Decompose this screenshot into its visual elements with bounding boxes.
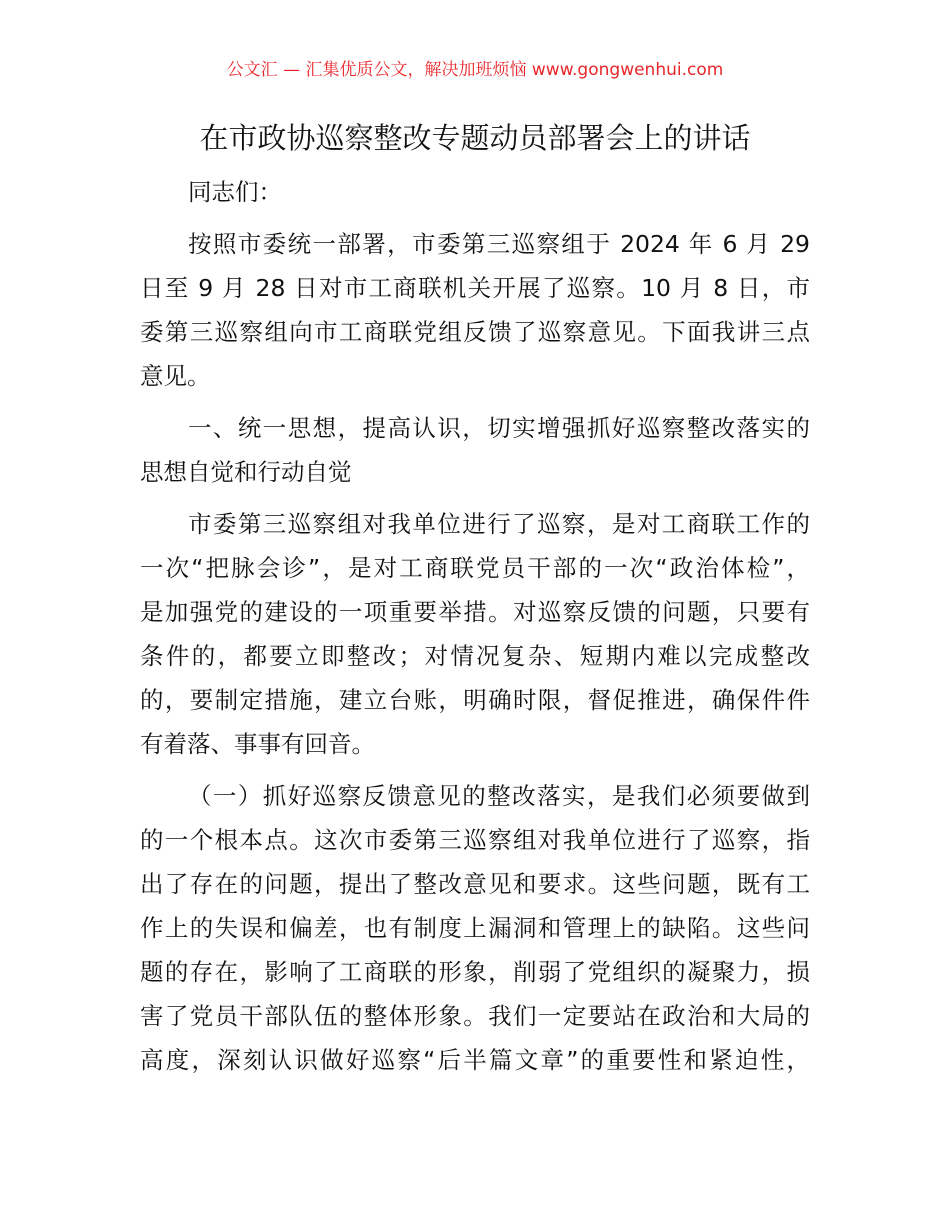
text-line: 一、统一思想，提高认识，切实增强抓好巡察整改落实的	[188, 414, 810, 442]
text-line: 条件的，都要立即整改；对情况复杂、短期内难以完成整改	[140, 642, 810, 670]
text-line: 委第三巡察组向市工商联党组反馈了巡察意见。下面我讲三点	[140, 318, 810, 346]
section-heading-1	[140, 406, 810, 494]
watermark-header: 公文汇 — 汇集优质公文，解决加班烦恼 www.gongwenhui.com	[226, 60, 724, 80]
text-line: 按照市委统一部署，市委第三巡察组于 2024 年 6 月 29	[188, 230, 810, 258]
subsection-paragraph-1	[140, 774, 810, 1082]
text-line: 题的存在，影响了工商联的形象，削弱了党组织的凝聚力，损	[140, 958, 810, 986]
text-line: 高度，深刻认识做好巡察“后半篇文章”的重要性和紧迫性，	[140, 1046, 810, 1074]
text-line: 一次“把脉会诊”，是对工商联党员干部的一次“政治体检”，	[140, 554, 810, 582]
text-line: 市委第三巡察组对我单位进行了巡察，是对工商联工作的	[188, 510, 810, 538]
text-line: 意见。	[140, 362, 211, 390]
text-line: 日至 9 月 28 日对市工商联机关开展了巡察。10 月 8 日，市	[140, 274, 810, 302]
text-line: 思想自觉和行动自觉	[140, 458, 352, 486]
text-line: 害了党员干部队伍的整体形象。我们一定要站在政治和大局的	[140, 1002, 810, 1030]
text-line: （一）抓好巡察反馈意见的整改落实，是我们必须要做到	[188, 782, 810, 810]
text-line: 的一个根本点。这次市委第三巡察组对我单位进行了巡察，指	[140, 826, 810, 854]
text-line: 作上的失误和偏差，也有制度上漏洞和管理上的缺陷。这些问	[140, 914, 810, 942]
document-body	[140, 170, 810, 1090]
salutation: 同志们：	[188, 178, 282, 206]
text-line: 的，要制定措施，建立台账，明确时限，督促推进，确保件件	[140, 686, 810, 714]
text-line: 有着落、事事有回音。	[140, 730, 375, 758]
salutation-paragraph	[140, 170, 810, 214]
text-line: 是加强党的建设的一项重要举措。对巡察反馈的问题，只要有	[140, 598, 810, 626]
document-title: 在市政协巡察整改专题动员部署会上的讲话	[199, 121, 751, 155]
text-line: 出了存在的问题，提出了整改意见和要求。这些问题，既有工	[140, 870, 810, 898]
body-paragraph	[140, 502, 810, 766]
intro-paragraph	[140, 222, 810, 398]
